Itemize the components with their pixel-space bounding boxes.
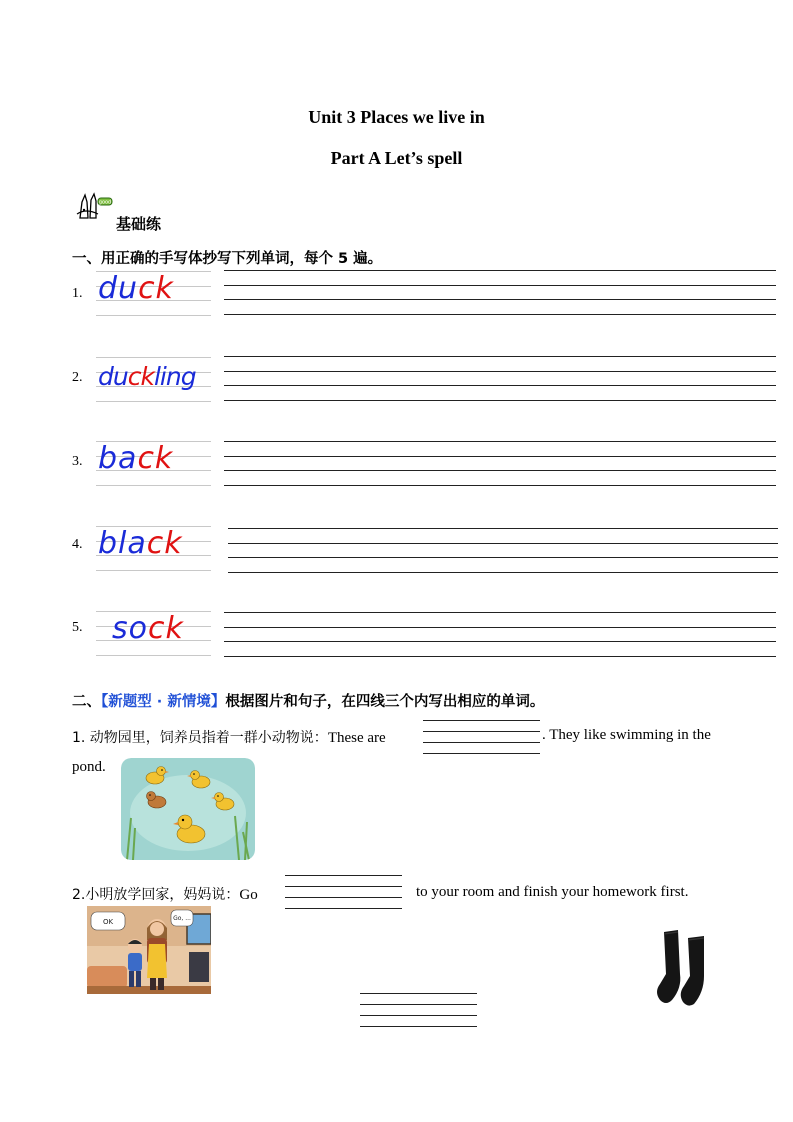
section2-heading-prefix: 二、	[72, 694, 101, 710]
page-title: Unit 3 Places we live in	[308, 107, 485, 127]
model-word-back	[96, 441, 211, 486]
item-number: 1.	[72, 286, 83, 301]
model-word-black	[96, 526, 211, 571]
answer-lines-q1[interactable]	[423, 720, 540, 754]
question1-continuation: pond.	[72, 759, 106, 775]
section2-heading	[72, 690, 544, 711]
boy-speech-text: OK	[102, 918, 114, 926]
section2-heading-rest: 根据图片和句子，在四线三个内写出相应的单词。	[225, 694, 545, 710]
question1-cn: 1. 动物园里，饲养员指着一群小动物说：	[72, 730, 328, 746]
section2-heading-tag: 【新题型 · 新情境】	[101, 694, 226, 710]
mom-and-boy-picture	[87, 906, 211, 994]
question2-cn: 2.小明放学回家，妈妈说：	[72, 887, 240, 903]
word-part: ling	[153, 362, 196, 391]
item-number: 4.	[72, 537, 83, 552]
answer-lines-q2[interactable]	[285, 875, 402, 909]
word-part: ck	[147, 611, 184, 646]
model-word-duck	[96, 271, 211, 316]
word-part: du	[98, 362, 128, 391]
model-word-duckling	[96, 357, 211, 402]
model-word-sock	[96, 611, 211, 656]
question1-en: These are	[327, 730, 386, 746]
item-number: 5.	[72, 620, 83, 635]
basic-practice-label: 基础练	[116, 215, 162, 233]
answer-lines-q3[interactable]	[360, 993, 477, 1027]
page-subtitle: Part A Let’s spell	[330, 148, 463, 168]
word-part: du	[98, 271, 139, 306]
word-part: so	[112, 611, 148, 646]
word-part: ck	[146, 526, 183, 561]
writing-lines[interactable]	[224, 356, 776, 401]
rabbit-icon	[74, 192, 114, 222]
question2-suffix: to your room and finish your homework first.	[416, 884, 689, 900]
word-part: ba	[98, 441, 138, 476]
question1-suffix: . They like swimming in the	[542, 727, 711, 743]
svg-text:good: good	[98, 199, 112, 206]
section1-heading: 一、用正确的手写体抄写下列单词，每个 5 遍。	[72, 251, 383, 267]
mom-speech-text: Go, ...	[173, 915, 191, 922]
word-part: ck	[137, 441, 174, 476]
question2-en: Go	[239, 887, 258, 903]
question2-prompt	[72, 884, 258, 904]
writing-lines[interactable]	[224, 270, 776, 315]
writing-lines[interactable]	[224, 612, 776, 657]
question1-prompt	[72, 727, 386, 747]
word-part: bla	[98, 526, 147, 561]
item-number: 2.	[72, 370, 83, 385]
word-part: ck	[127, 362, 154, 391]
writing-lines[interactable]	[224, 441, 776, 486]
writing-lines[interactable]	[228, 528, 778, 573]
word-part: ck	[138, 271, 174, 306]
item-number: 3.	[72, 454, 83, 469]
socks-picture	[650, 928, 712, 1008]
ducklings-picture	[121, 758, 255, 860]
